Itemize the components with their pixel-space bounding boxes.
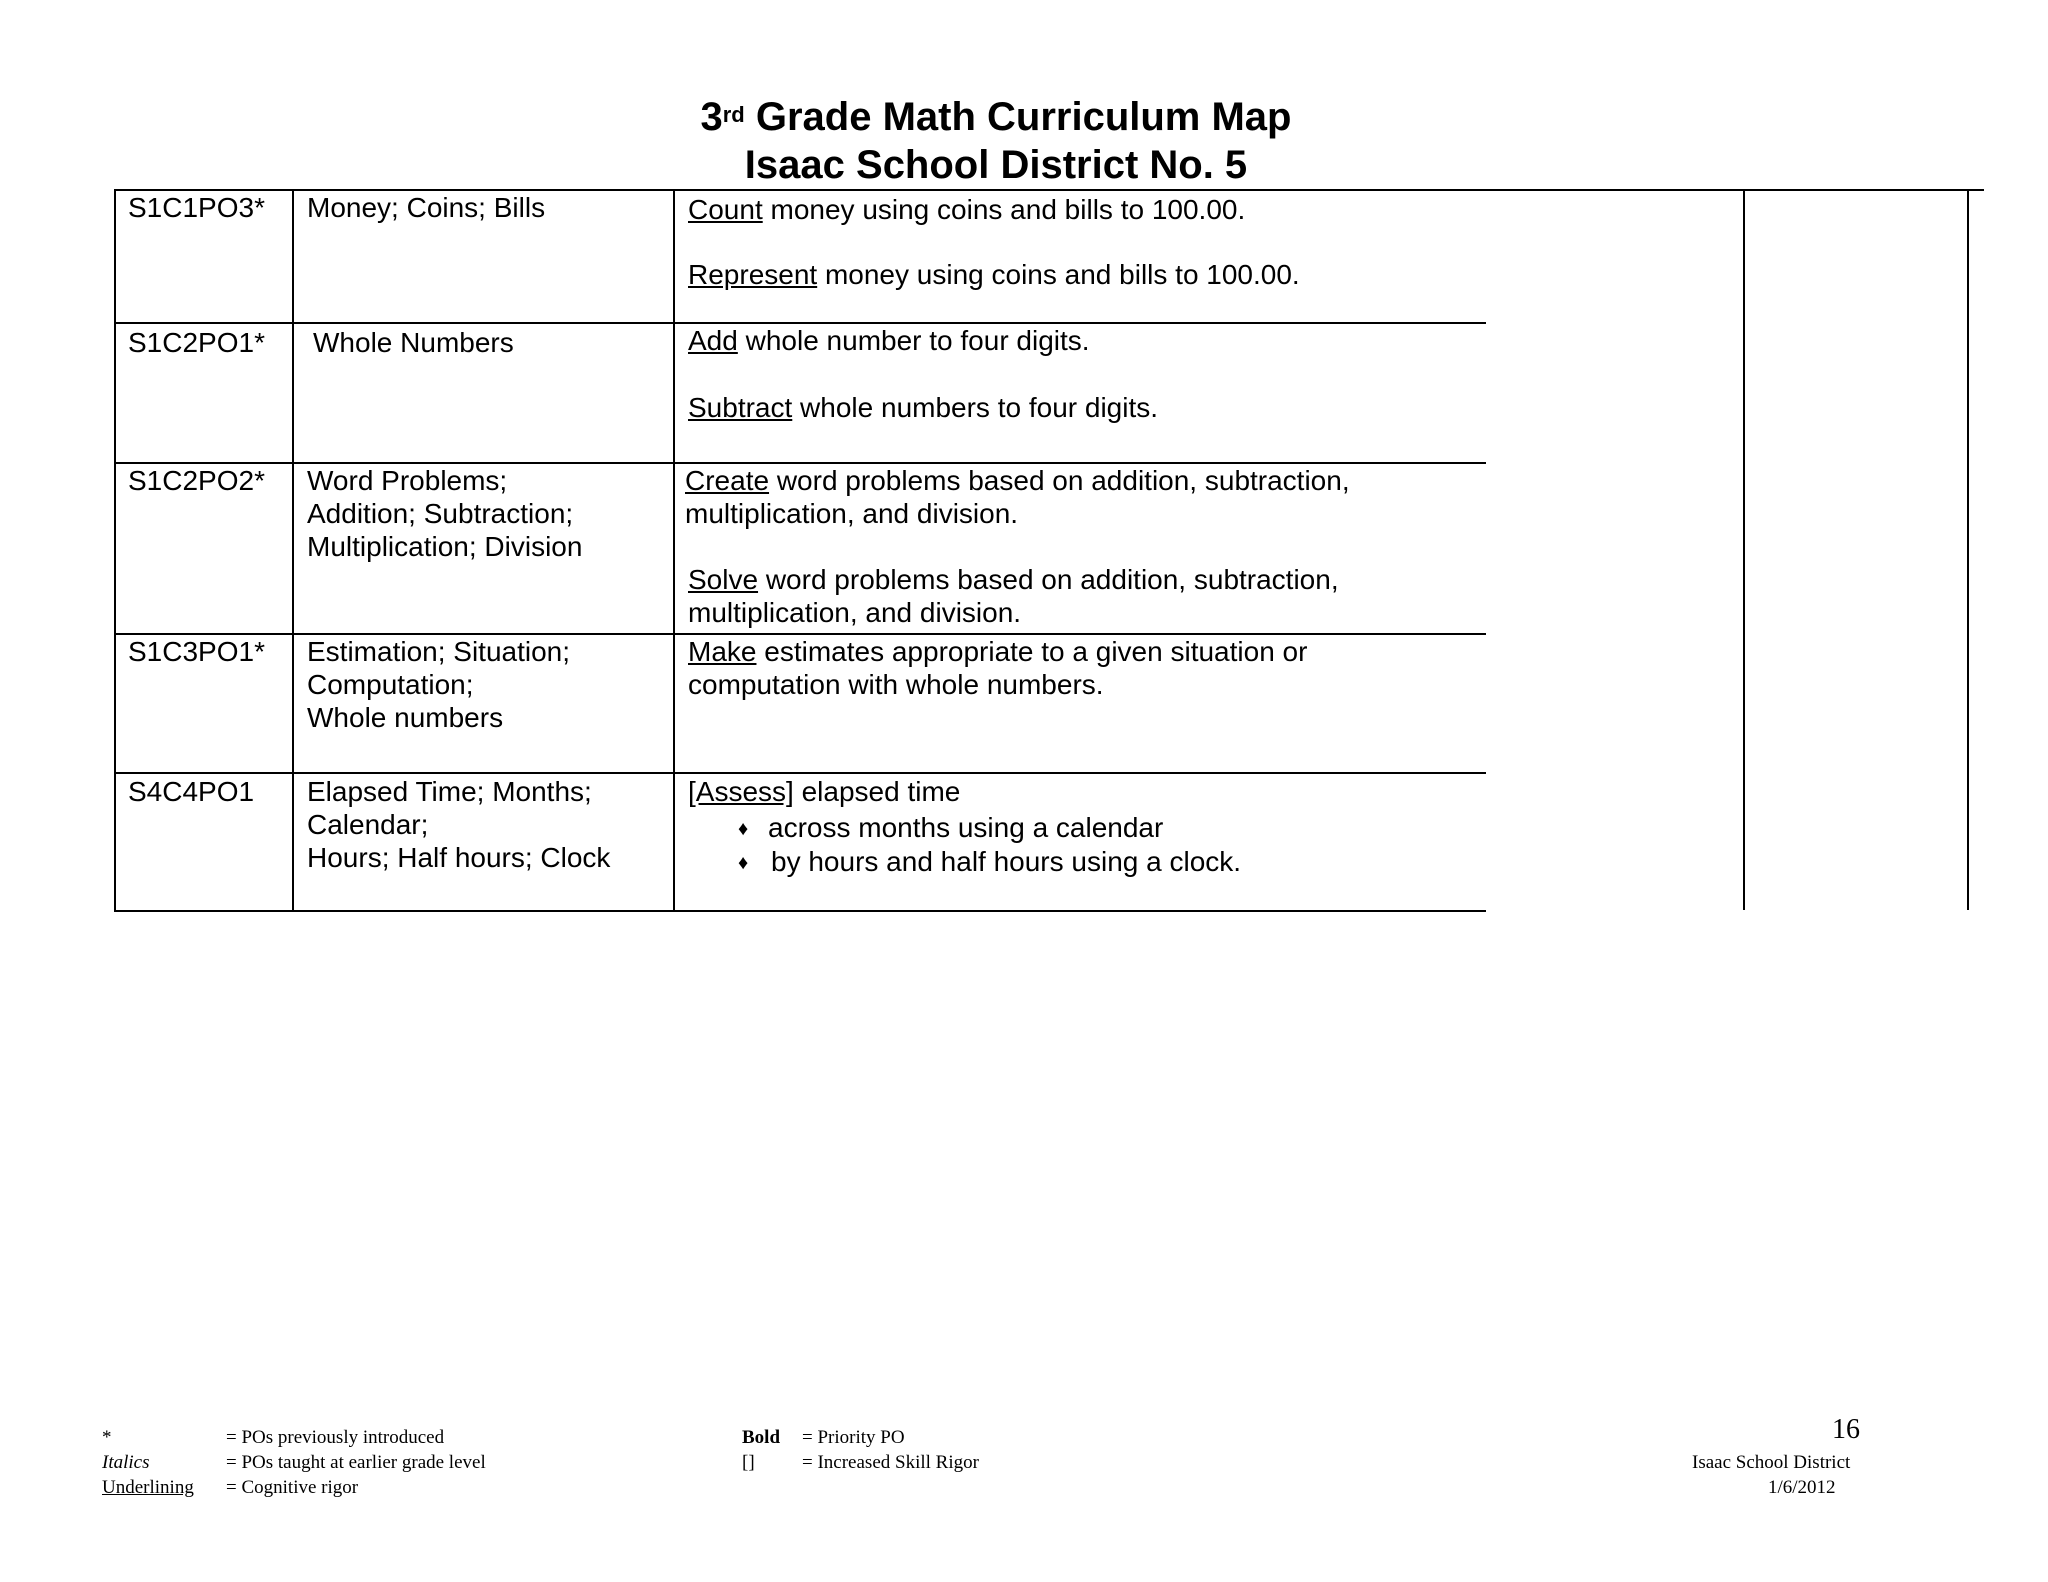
bullet-item: ♦ by hours and half hours using a clock.: [738, 845, 1241, 880]
concepts-cell: Word Problems; Addition; Subtraction; Multiplication; Division: [307, 465, 583, 562]
legend-italics-label: Italics: [102, 1452, 150, 1473]
legend-bold-label: Bold: [742, 1427, 781, 1448]
legend-underline-label: Underlining: [102, 1477, 194, 1498]
column-divider: [292, 189, 294, 912]
legend-bold-desc: = Priority PO: [802, 1427, 905, 1448]
column-divider: [1743, 189, 1745, 910]
page-number: 16: [1832, 1414, 1860, 1445]
legend-star-desc: = POs previously introduced: [226, 1427, 445, 1448]
row-divider: [114, 772, 1486, 774]
rigor-verb: Solve: [688, 564, 759, 595]
objective: Create word problems based on addition, subtraction, multiplication, and division.: [685, 465, 1350, 529]
title-superscript: rd: [722, 102, 745, 127]
table-border-bottom: [114, 910, 1486, 912]
objective: [Assess] elapsed time: [688, 776, 961, 807]
rigor-verb: Represent: [688, 259, 818, 290]
legend-bracket-symbol: []: [742, 1452, 755, 1473]
rigor-verb: Count: [688, 194, 763, 225]
objective: Make estimates appropriate to a given situation or computation with whole numbers.: [688, 636, 1308, 700]
rigor-verb: Add: [688, 325, 738, 356]
concepts-cell: Estimation; Situation; Computation; Whole numbers: [307, 636, 571, 733]
concepts-cell: Whole Numbers: [313, 327, 514, 358]
rigor-verb: Make: [688, 636, 757, 667]
table-border-right: [1967, 189, 1969, 910]
objective: Represent money using coins and bills to 100.00.: [688, 259, 1300, 290]
po-code: S1C3PO1*: [128, 636, 265, 667]
concepts-cell: Money; Coins; Bills: [307, 192, 546, 223]
footer-district: Isaac School District: [1692, 1452, 1851, 1473]
po-code: S1C2PO1*: [128, 327, 265, 358]
page-subtitle: Isaac School District No. 5: [744, 143, 1248, 187]
po-code: S4C4PO1: [128, 776, 255, 807]
rigor-verb: [Assess]: [688, 776, 794, 807]
po-code: S1C2PO2*: [128, 465, 265, 496]
po-code: S1C1PO3*: [128, 192, 265, 223]
table-border-left: [114, 189, 116, 912]
objective: Solve word problems based on addition, subtraction, multiplication, and division.: [688, 564, 1339, 628]
bullet-item: ♦ across months using a calendar: [738, 811, 1163, 846]
legend-bracket-desc: = Increased Skill Rigor: [802, 1452, 979, 1473]
diamond-bullet-icon: ♦: [738, 818, 749, 840]
objective: Subtract whole numbers to four digits.: [688, 392, 1159, 423]
page-title: 3rd Grade Math Curriculum Map: [700, 95, 1292, 139]
column-divider: [673, 189, 675, 912]
objective: Count money using coins and bills to 100.00.: [688, 194, 1246, 225]
legend-italics-desc: = POs taught at earlier grade level: [226, 1452, 486, 1473]
legend-underline-desc: = Cognitive rigor: [226, 1477, 359, 1498]
rigor-verb: Subtract: [688, 392, 793, 423]
concepts-cell: Elapsed Time; Months; Calendar; Hours; Half hours; Clock: [307, 776, 611, 873]
legend-star-symbol: *: [102, 1427, 112, 1448]
objective: Add whole number to four digits.: [688, 325, 1090, 356]
rigor-verb: Create: [685, 465, 770, 496]
diamond-bullet-icon: ♦: [738, 852, 749, 874]
footer-date: 1/6/2012: [1768, 1477, 1836, 1498]
